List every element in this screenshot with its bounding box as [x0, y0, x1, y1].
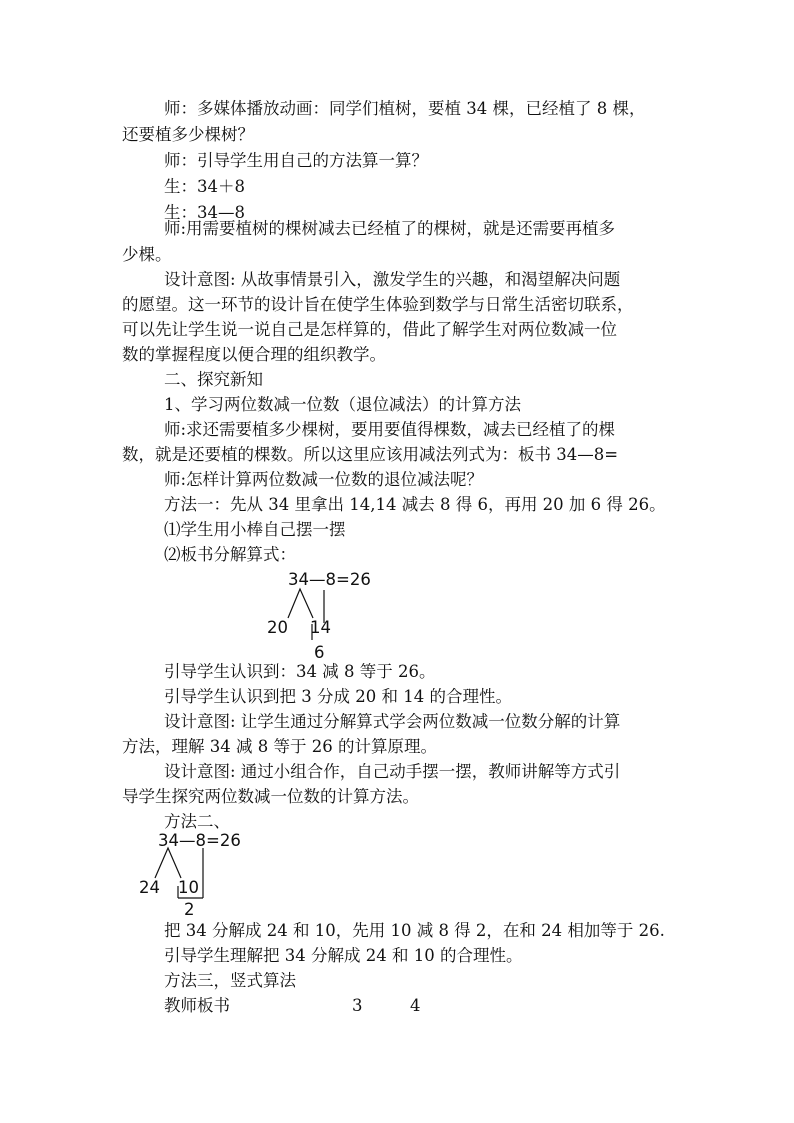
diagram2-split-branch	[155, 848, 181, 878]
diagram1-result: 6	[314, 643, 325, 662]
diagram1-equation: 34—8=26	[288, 570, 371, 589]
text-line: 设计意图: 让学生通过分解算式学会两位数减一位数分解的计算	[164, 712, 621, 731]
text-line: 可以先让学生说一说自己是怎样算的，借此了解学生对两位数减一位	[122, 320, 617, 339]
text-line: 生：34＋8	[164, 177, 245, 196]
text-line: 方法一：先从 34 里拿出 14,14 减去 8 得 6，再用 20 加 6 得 26。	[164, 495, 666, 514]
text-line: 方法二、	[164, 812, 230, 831]
diagram2-left-part: 24	[139, 878, 160, 897]
text-line: ⑵板书分解算式：	[164, 545, 296, 564]
text-line: 师：引导学生用自己的方法算一算？	[164, 151, 428, 170]
text-line: 设计意图: 从故事情景引入，激发学生的兴趣，和渴望解决问题	[164, 270, 621, 289]
text-line: 教师板书	[164, 996, 230, 1015]
diagram2-equation: 34—8=26	[158, 831, 241, 850]
diagram1-split-branch	[288, 589, 313, 618]
text-line: 方法三，竖式算法	[164, 971, 296, 990]
diagram1-left-part: 20	[267, 618, 288, 637]
text-line: 数，就是还要植的棵数。所以这里应该用减法列式为：板书 34—8=	[122, 445, 619, 464]
text-line: 方法，理解 34 减 8 等于 26 的计算原理。	[122, 737, 437, 756]
vertical-calc-tens: 3	[352, 996, 363, 1015]
section-heading: 二、探究新知	[164, 370, 263, 389]
text-line: 数的掌握程度以便合理的组织教学。	[122, 345, 386, 364]
diagram1-right-part: 14	[310, 618, 331, 637]
text-line: 引导学生理解把 34 分解成 24 和 10 的合理性。	[164, 946, 523, 965]
text-line: 引导学生认识到把 3 分成 20 和 14 的合理性。	[164, 687, 512, 706]
text-line: 导学生探究两位数减一位数的计算方法。	[122, 787, 419, 806]
text-line: 还要植多少棵树？	[122, 125, 254, 144]
text-line: ⑴学生用小棒自己摆一摆	[164, 520, 346, 539]
text-line: 少棵。	[122, 245, 172, 264]
text-line: 师:怎样计算两位数减一位数的退位减法呢？	[164, 470, 484, 489]
text-line: 设计意图: 通过小组合作，自己动手摆一摆，教师讲解等方式引	[164, 762, 621, 781]
text-line: 的愿望。这一环节的设计旨在使学生体验到数学与日常生活密切联系，	[122, 295, 634, 314]
text-line: 把 34 分解成 24 和 10，先用 10 减 8 得 2，在和 24 相加等于 26.	[164, 921, 665, 940]
text-line: 引导学生认识到：34 减 8 等于 26。	[164, 662, 436, 681]
diagram2-result: 2	[184, 900, 195, 919]
subsection-heading: 1、学习两位数减一位数（退位减法）的计算方法	[164, 395, 521, 414]
text-line: 生：34—8	[164, 203, 245, 222]
text-line: 师:求还需要植多少棵树，要用要值得棵数，减去已经植了的棵	[164, 420, 616, 439]
diagram2-right-part: 10	[178, 878, 199, 897]
vertical-calc-ones: 4	[410, 996, 421, 1015]
text-line: 师:用需要植树的棵树减去已经植了的棵树，就是还需要再植多	[164, 219, 616, 238]
text-line: 师：多媒体播放动画：同学们植树，要植 34 棵，已经植了 8 棵，	[164, 99, 646, 118]
